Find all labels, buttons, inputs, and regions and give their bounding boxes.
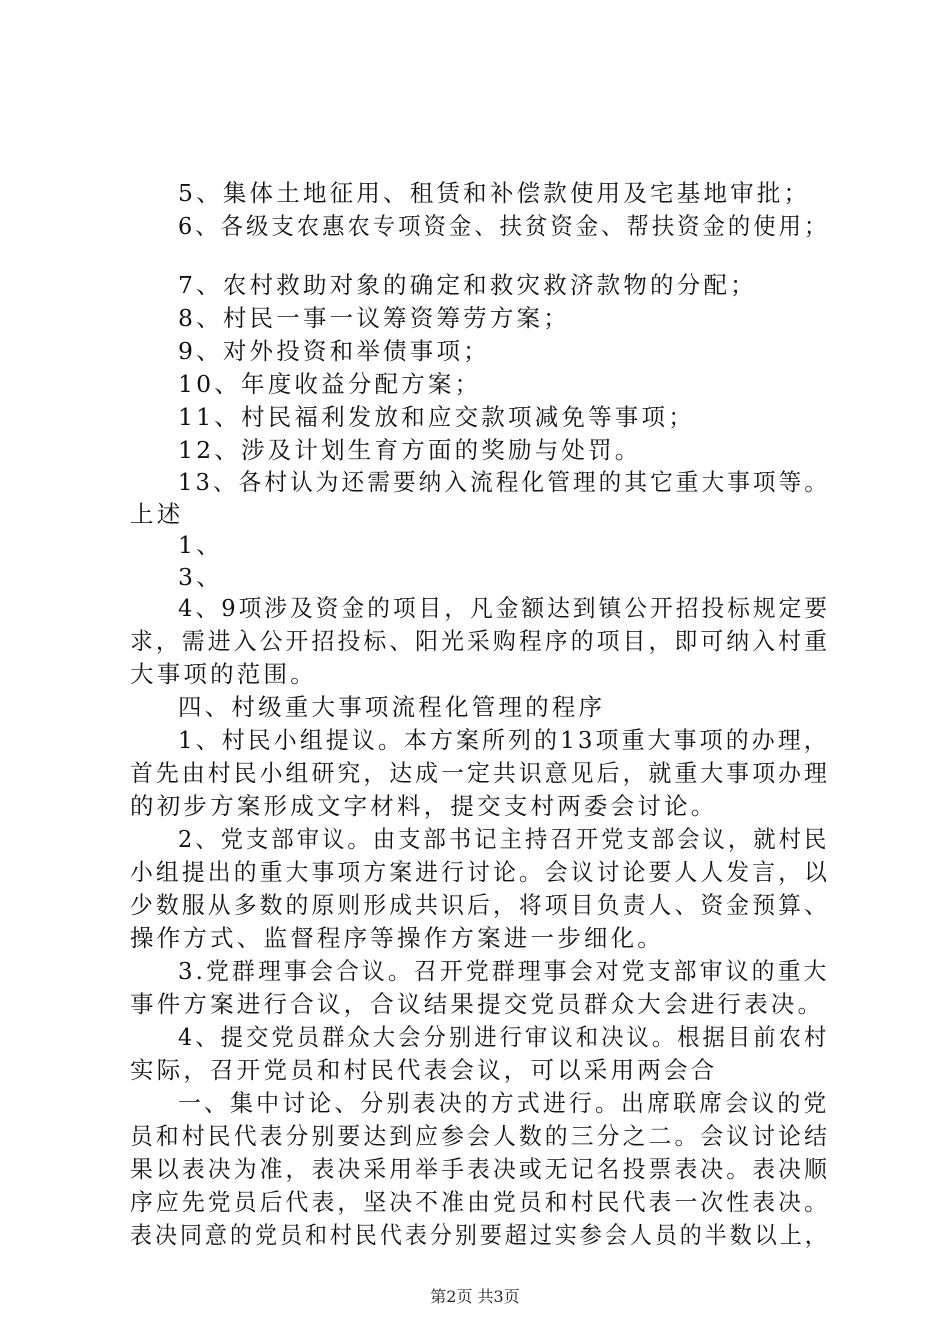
page-number-footer: 第2页 共3页 [430, 1287, 520, 1306]
text-line: 3.党群理事会合议。召开党群理事会对党支部审议的重大 [178, 957, 830, 985]
text-line: 5、集体土地征用、租赁和补偿款使用及宅基地审批； [178, 179, 811, 207]
text-line: 事件方案进行合议，合议结果提交党员群众大会进行表决。 [130, 990, 825, 1018]
text-line: 1、村民小组提议。本方案所列的13项重大事项的办理， [178, 726, 830, 754]
text-line: 大事项的范围。 [130, 660, 317, 688]
text-line: 7、农村救助对象的确定和救灾救济款物的分配； [178, 271, 757, 299]
text-line: 果以表决为准，表决采用举手表决或无记名投票表决。表决顺 [130, 1155, 830, 1183]
text-line: 的初步方案形成文字材料，提交支村两委会讨论。 [130, 792, 718, 820]
text-line: 3、 [178, 563, 223, 591]
section-heading: 四、村级重大事项流程化管理的程序 [178, 693, 606, 721]
text-line: 序应先党员后代表，坚决不准由党员和村民代表一次性表决。 [130, 1188, 830, 1216]
text-line: 13、各村认为还需要纳入流程化管理的其它重大事项等。 [178, 468, 831, 496]
text-line: 首先由村民小组研究，达成一定共识意见后，就重大事项办理 [130, 759, 830, 787]
text-line: 上述 [130, 500, 184, 528]
text-line: 6、各级支农惠农专项资金、扶贫资金、帮扶资金的使用； [178, 212, 830, 240]
text-line: 10、年度收益分配方案； [178, 370, 482, 398]
text-line: 4、9项涉及资金的项目，凡金额达到镇公开招投标规定要 [178, 594, 831, 622]
text-line: 员和村民代表分别要达到应参会人数的三分之二。会议讨论结 [130, 1122, 830, 1150]
text-line: 9、对外投资和举债事项； [178, 337, 490, 365]
text-line: 8、村民一事一议筹资筹劳方案； [178, 304, 570, 332]
text-line: 12、涉及计划生育方面的奖励与处罚。 [178, 436, 642, 464]
text-line: 实际，召开党员和村民代表会议，可以采用两会合 [130, 1056, 718, 1084]
text-line: 求，需进入公开招投标、阳光采购程序的项目，即可纳入村重 [130, 627, 830, 655]
text-line: 4、提交党员群众大会分别进行审议和决议。根据目前农村 [178, 1023, 830, 1051]
text-line: 表决同意的党员和村民代表分别要超过实参会人员的半数以上， [130, 1221, 830, 1249]
text-line: 2、党支部审议。由支部书记主持召开党支部会议，就村民 [178, 825, 830, 853]
text-line: 小组提出的重大事项方案进行讨论。会议讨论要人人发言，以 [130, 858, 830, 886]
text-line: 操作方式、监督程序等操作方案进一步细化。 [130, 924, 664, 952]
text-line: 11、村民福利发放和应交款项减免等事项； [178, 403, 695, 431]
text-line: 一、集中讨论、分别表决的方式进行。出席联席会议的党 [178, 1089, 830, 1117]
text-line: 少数服从多数的原则形成共识后，将项目负责人、资金预算、 [130, 891, 830, 919]
text-line: 1、 [178, 531, 223, 559]
